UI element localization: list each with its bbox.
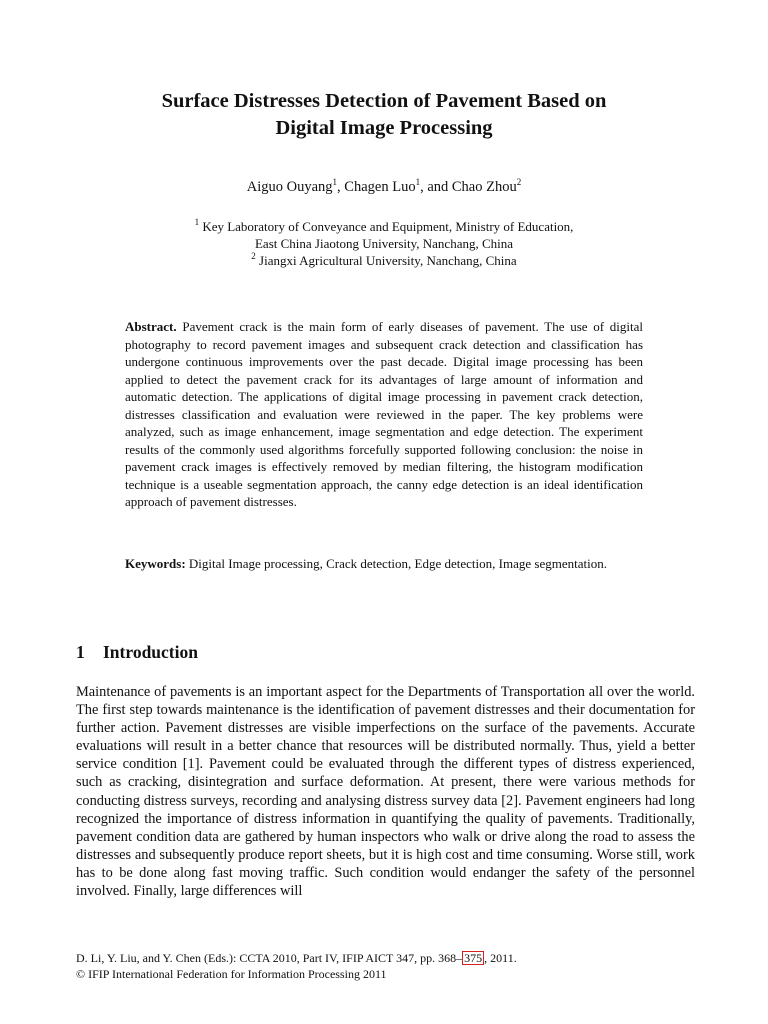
keywords (125, 555, 643, 573)
affiliation-line (60, 235, 708, 252)
author-affiliation-mark: 1 (415, 177, 421, 187)
paper-title-line-2: Digital Image Processing (275, 117, 493, 139)
keywords-label: Keywords: (125, 556, 186, 571)
author-list (60, 178, 708, 196)
keywords-text: Digital Image processing, Crack detection, Edge detection, Image segmentation. (188, 556, 607, 571)
author-affiliation-mark: 1 (332, 177, 338, 187)
affiliation-text: East China Jiaotong University, Nanchang, China (254, 236, 514, 251)
affiliation-mark: 2 (251, 251, 256, 261)
footer-citation-text: D. Li, Y. Liu, and Y. Chen (Eds.): CCTA 2010, Part IV, IFIP AICT 347, pp. 368– (76, 951, 463, 965)
abstract (125, 318, 643, 511)
author-separator: , and (420, 179, 452, 195)
author-separator: , (337, 179, 345, 195)
footer-citation (76, 951, 716, 967)
introduction-paragraph: Maintenance of pavements is an important aspect for the Departments of Transportation all over the world. The first step towards maintenance is the identification of pavement distresses and their documentation for further action. Pavement distresses are visible imperfections on the surface of the pavements. Accurate evaluations will result in a better chance that resources will be distributed normally. Thus, yield a better service condition [1]. Pavement could be evaluated through the different types of distress experienced, such as cracking, disintegration and surface deformation. At present, there were various methods for conducting distress surveys, recording and analysing distress survey data [2]. Pavement engineers had long recognized the importance of distress information in quantifying the quality of pavements. Traditionally, pavement condition data are gathered by human inspectors who walk or drive along the road to assess the distresses and subsequently produce report sheets, but it is high cost and time consuming. Worse still, work has to be done along fast moving traffic. Such condition would endanger the safety of the personnel involved. Finally, large differences will (76, 684, 695, 900)
author-affiliation-mark: 2 (516, 177, 522, 187)
abstract-label: Abstract. (125, 319, 177, 334)
affiliation-mark: 1 (194, 217, 200, 227)
affiliation-line (60, 218, 708, 235)
affiliation-text: Jiangxi Agricultural University, Nanchang, China (255, 253, 517, 268)
affiliation-text: Key Laboratory of Conveyance and Equipment, Ministry of Education, (199, 219, 574, 234)
abstract-text: Pavement crack is the main form of early diseases of pavement. The use of digital photography to record pavement images and subsequent crack detection and classification has undergone continuous improvements over the past decade. Digital image processing has been applied to detect the pavement crack for its advantages of large amount of information and automatic detection. The applications of digital image processing in pavement crack detection, distresses classification and evaluation were reviewed in the paper. The key problems were analyzed, such as image enhancement, image segmentation and edge detection. The experiment results of the commonly used algorithms forcefully supported following conclusion: the noise in pavement crack images is effectively removed by median filtering, the histogram modification technique is a useable segmentation approach, the canny edge detection is an ideal identification approach of pavement distresses. (125, 319, 644, 510)
author-name: Chao Zhou (451, 179, 517, 195)
footer-copyright: © IFIP International Federation for Information Processing 2011 (76, 966, 387, 981)
page-range-link[interactable]: 375 (464, 951, 483, 965)
affiliation-list (60, 218, 708, 269)
author-name: Chagen Luo (344, 179, 416, 195)
section-title: Introduction (103, 642, 198, 662)
paper-title (60, 88, 708, 142)
section-heading (76, 641, 198, 663)
footer-citation-end: , 2011. (484, 951, 517, 965)
section-number: 1 (76, 642, 85, 662)
paper-title-line-1: Surface Distresses Detection of Pavement Based on (161, 90, 607, 112)
affiliation-line (60, 252, 708, 269)
author-name: Aiguo Ouyang (246, 179, 333, 195)
page-footer (76, 951, 716, 982)
